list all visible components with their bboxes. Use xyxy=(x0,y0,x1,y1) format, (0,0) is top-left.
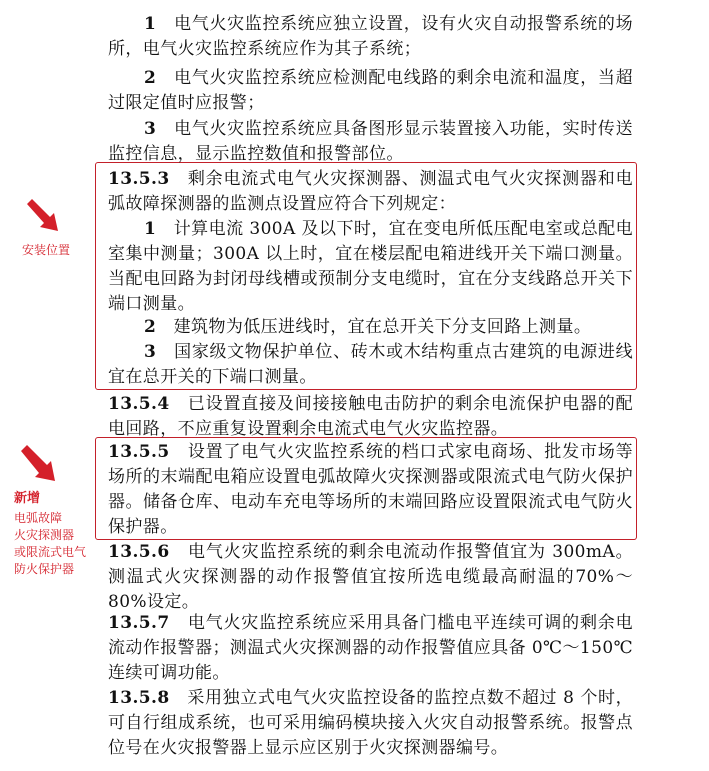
clause-number: 13.5.4 xyxy=(108,394,170,414)
annotation-new-title: 新增 xyxy=(14,491,41,506)
annotation-new-line: 防火保护器 xyxy=(14,562,75,576)
clause-13-5-6 xyxy=(108,540,633,615)
clause-text: 设置了电气火灾监控系统的档口式家电商场、批发市场等场所的末端配电箱应设置电弧故障火灾探测器或限流式电气防火保护器。储备仓库、电动车充电等场所的末端回路应设置限流式电气防火保护器。 xyxy=(108,442,633,537)
item-number: 2 xyxy=(144,317,157,337)
item-number: 3 xyxy=(144,119,157,139)
clause-13-5-5 xyxy=(108,440,633,540)
clause-number: 13.5.3 xyxy=(108,169,170,189)
clause-number: 13.5.8 xyxy=(108,688,170,708)
list-item xyxy=(108,117,633,167)
clause-number: 13.5.7 xyxy=(108,613,170,633)
item-text: 建筑物为低压进线时，宜在总开关下分支回路上测量。 xyxy=(173,317,592,337)
clause-13-5-4 xyxy=(108,392,633,442)
clause-text: 已设置直接及间接接触电击防护的剩余电流保护电器的配电回路，不应重复设置剩余电流式电气火灾监控器。 xyxy=(108,394,633,439)
annotation-new-line: 电弧故障 xyxy=(14,511,63,525)
item-text: 电气火灾监控系统应独立设置，设有火灾自动报警系统的场所，电气火灾监控系统应作为其子系统； xyxy=(108,14,633,59)
item-text: 电气火灾监控系统应具备图形显示装置接入功能，实时传送监控信息，显示监控数值和报警部位。 xyxy=(108,119,633,164)
annotation-install-position: 安装位置 xyxy=(22,243,71,257)
annotation-new-line: 或限流式电气 xyxy=(14,545,87,559)
annotation-new-line: 火灾探测器 xyxy=(14,528,75,542)
list-item xyxy=(108,217,633,317)
clause-13-5-3 xyxy=(108,167,633,217)
list-item xyxy=(108,340,633,390)
list-item xyxy=(108,12,633,62)
clause-text: 采用独立式电气火灾监控设备的监控点数不超过 8 个时，可自行组成系统，也可采用编码模块接入火灾自动报警系统。报警点位号在火灾报警器上显示应区别于火灾探测器编号。 xyxy=(108,688,633,758)
item-number: 2 xyxy=(144,68,157,88)
item-number: 3 xyxy=(144,342,157,362)
item-text: 国家级文物保护单位、砖木或木结构重点古建筑的电源进线宜在总开关的下端口测量。 xyxy=(108,342,633,387)
clause-13-5-7 xyxy=(108,611,633,686)
item-text: 计算电流 300A 及以下时，宜在变电所低压配电室或总配电室集中测量；300A 以上时，宜在楼层配电箱进线开关下端口测量。当配电回路为封闭母线槽或预制分支电缆时，宜在分支线路总开关下端口测量。 xyxy=(108,219,633,314)
clause-text: 剩余电流式电气火灾探测器、测温式电气火灾探测器和电弧故障探测器的监测点设置应符合下列规定： xyxy=(108,169,633,214)
item-text: 电气火灾监控系统应检测配电线路的剩余电流和温度，当超过限定值时应报警； xyxy=(108,68,633,113)
item-number: 1 xyxy=(144,14,157,34)
list-item xyxy=(108,66,633,116)
clause-number: 13.5.6 xyxy=(108,542,170,562)
clause-text: 电气火灾监控系统的剩余电流动作报警值宜为 300mA。测温式火灾探测器的动作报警值宜按所选电缆最高耐温的70%～80%设定。 xyxy=(108,542,633,612)
list-item xyxy=(108,315,633,340)
arrow-icon xyxy=(24,198,68,234)
arrow-icon xyxy=(18,444,66,484)
clause-text: 电气火灾监控系统应采用具备门槛电平连续可调的剩余电流动作报警器；测温式火灾探测器的动作报警值应具备 0℃～150℃连续可调功能。 xyxy=(108,613,633,683)
clause-number: 13.5.5 xyxy=(108,442,170,462)
item-number: 1 xyxy=(144,219,157,239)
clause-13-5-8 xyxy=(108,686,633,761)
